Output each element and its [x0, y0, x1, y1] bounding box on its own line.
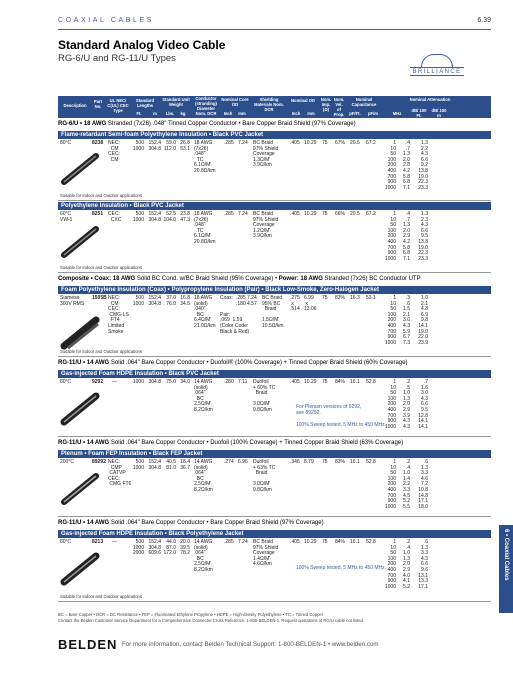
page-subtitle: RG-6/U and RG-11/U Types: [58, 53, 176, 64]
cable-illustration: [60, 225, 100, 259]
part-number: 8213: [92, 539, 104, 545]
section-composite-bar: Foam Polyethylene Insulation (Coax) • Polypropylene Insulation (Pair) • Black Low-Smoke, Zero-Halogen Jacket: [58, 286, 491, 294]
section-rg11-9292-bar: Gas-injected Foam HDPE Insulation • Black PVC Jacket: [58, 370, 491, 378]
col-od: Nominal OD: [291, 98, 315, 103]
footer: [58, 637, 491, 653]
col-vp: Nom. Vel. of Prop.: [333, 97, 345, 117]
col-conductor: Conductor (stranding) Diameter Nom. DCR: [195, 96, 217, 116]
table-column-header: Description Part No. UL NEC/ C(UL) CEC Type Standard Lengths Standard Unit Weight Conductor (stranding) Diameter Nom. DCR Nominal Core OD Shielding Materials Nom. DCR Nominal OD Nom. Imp. (Ω) Nom. Vel. of Prop. Nominal Capacitance Nominal Attenuation Ft. m Lbs. kg Inch mm Inch mm pF/Ft. pF/m MHz dB/ 100 Ft. dB/ 100 m: [58, 96, 491, 118]
section-rg11-89292-bar: Plenum • Foam FEP Insulation • Black FEP Jacket: [58, 450, 491, 458]
col-imp: Nom. Imp. (Ω): [320, 97, 332, 112]
cable-illustration: [60, 552, 100, 586]
col-ul: UL NEC/ C(UL) CEC Type: [107, 98, 129, 113]
section-rg11-8213-heading: RG-11/U • 14 AWG Solid .064" Bare Copper Conductor • Bare Copper Braid Shield (97% Coverage): [58, 520, 324, 526]
col-core: Nominal Core OD: [221, 97, 249, 107]
col-unit-wt: Standard Unit Weight: [162, 97, 190, 107]
section-rg6-heading: RG-6/U • 18 AWG Stranded (7x26) .048" Tinned Copper Conductor • Bare Copper Braid Shield (97% Coverage): [58, 121, 356, 127]
col-description: Description: [63, 103, 87, 108]
cable-illustration: [60, 316, 100, 350]
part-number: 8251: [92, 211, 104, 217]
cell-desc: 80°C: [60, 140, 72, 146]
section-rg6-bar-a: Flame-retardant Semi-foam Polyethylene Insulation • Black PVC Jacket: [58, 131, 491, 139]
col-capacitance: Nominal Capacitance: [351, 97, 377, 107]
page-title: Standard Analog Video Cable: [58, 38, 226, 52]
col-part: Part No.: [93, 99, 103, 109]
part-number: 8238: [92, 140, 104, 146]
abbreviation-legend: BC = Bare Copper • DCR = DC Resistance • FEP = Fluorinated Ethylene Propylene • HDPE = High-density Polyethylene • TC = Tinned Copper Contact the Belden Customer Service Department for a Comprehensive Connector Cross Reference. 1-800-BELDEN-1. Request quotations of RG/U cable not listed.: [58, 612, 365, 623]
part-number: 89292: [92, 459, 106, 465]
cable-illustration: [60, 152, 100, 186]
section-rg11-89292-heading: RG-11/U • 14 AWG Solid .064" Bare Copper Conductor • Duofoil (100% Coverage) + Tinned Copper Braid Shield (63% Coverage): [58, 440, 404, 446]
header-category: COAXIAL CABLES: [58, 17, 155, 24]
logo-arc-icon: [421, 54, 453, 67]
header-divider: [58, 29, 491, 30]
footer-contact: For more information, contact Belden Technical Support: 1-800-BELDEN-1 • www.belden.com: [122, 641, 379, 648]
col-std-len: Standard Lengths: [135, 98, 155, 108]
section-side-tab: 6 • Coaxial Cables: [499, 525, 513, 613]
section-composite-heading: Composite • Coax: 18 AWG Solid BC Cond. w/BC Braid Shield (95% Coverage) • Power: 18 AWG Stranded (7x26) BC Conductor UTP: [58, 276, 421, 282]
section-rg11-8213-bar: Gas-injected Foam HDPE Insulation • Black Polyethylene Jacket: [58, 530, 491, 538]
col-attenuation: Nominal Attenuation: [409, 97, 451, 102]
brilliance-logo: BRILLIANCE: [408, 54, 466, 76]
col-shield: Shielding Materials Nom. DCR: [254, 97, 284, 112]
cable-illustration: [60, 392, 100, 426]
part-number: 9292: [92, 379, 104, 385]
section-rg11-9292-heading: RG-11/U • 14 AWG Solid .064" Bare Copper Conductor • Duofoil® (100% Coverage) + Tinned Copper Braid Shield (60% Coverage): [58, 360, 408, 366]
cable-illustration: [60, 472, 100, 506]
belden-logo: BELDEN: [58, 637, 118, 652]
section-rg6-bar-b: Polyethylene Insulation • Black PVC Jacket: [58, 202, 491, 210]
part-number: 1505B: [92, 295, 107, 301]
page-number: 6.39: [477, 17, 491, 24]
